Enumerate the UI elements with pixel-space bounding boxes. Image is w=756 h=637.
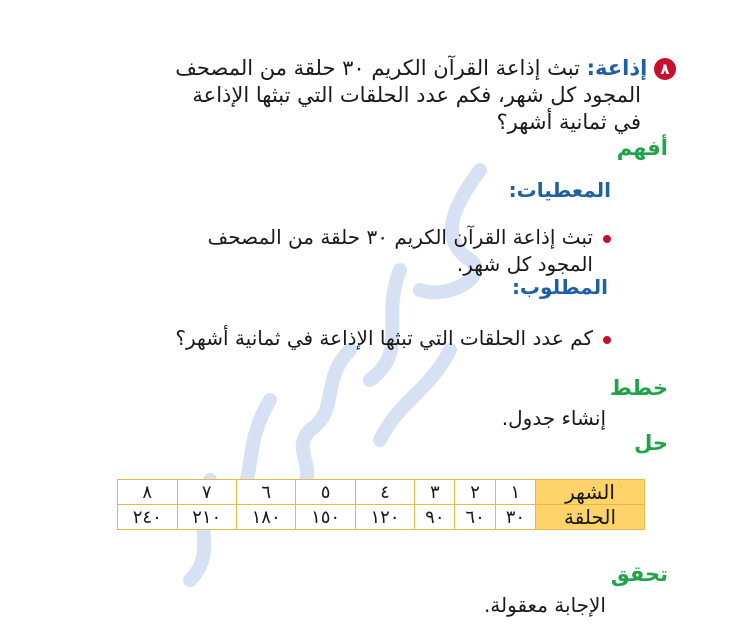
table-cell: ٢ xyxy=(455,480,495,505)
table-cell: ١ xyxy=(495,480,535,505)
plan-text: إنشاء جدول. xyxy=(501,406,606,430)
table-cell: ٤ xyxy=(355,480,414,505)
table-row-months xyxy=(118,480,645,505)
required-heading: المطلوب: xyxy=(511,275,608,299)
required-line: كم عدد الحلقات التي تبثها الإذاعة في ثمانية أشهر؟ xyxy=(175,325,611,352)
question-line-3: في ثمانية أشهر؟ xyxy=(496,110,641,134)
plan-heading: خطط xyxy=(609,376,668,400)
table-cell: ١٨٠ xyxy=(236,505,295,530)
given-line-1: تبث إذاعة القرآن الكريم ٣٠ حلقة من المصحف xyxy=(208,224,612,251)
table-cell: ٣٠ xyxy=(495,505,535,530)
table-header-month: الشهر xyxy=(536,480,645,505)
check-heading: تحقق xyxy=(610,562,668,586)
question-title: إذاعة: xyxy=(586,56,648,80)
check-text: الإجابة معقولة. xyxy=(483,593,606,617)
table-header-episode: الحلقة xyxy=(536,505,645,530)
question-number-badge: ٨ xyxy=(654,58,676,80)
table-cell: ١٥٠ xyxy=(296,505,355,530)
table-cell: ٧ xyxy=(177,480,236,505)
given-line-2: المجود كل شهر. xyxy=(456,252,593,276)
bullet-icon xyxy=(603,235,611,243)
table-cell: ٦٠ xyxy=(455,505,495,530)
table-cell: ٨ xyxy=(118,480,178,505)
question-text-1: تبث إذاعة القرآن الكريم ٣٠ حلقة من المصحف xyxy=(175,56,580,80)
table-row-episodes xyxy=(118,505,645,530)
table-cell: ٢١٠ xyxy=(177,505,236,530)
table-cell: ٦ xyxy=(236,480,295,505)
table-cell: ٥ xyxy=(296,480,355,505)
table-cell: ٣ xyxy=(415,480,455,505)
table-cell: ٢٤٠ xyxy=(118,505,178,530)
question-line-1 xyxy=(175,55,676,82)
months-episodes-table xyxy=(117,479,645,530)
table-cell: ١٢٠ xyxy=(355,505,414,530)
bullet-icon xyxy=(603,336,611,344)
table-cell: ٩٠ xyxy=(415,505,455,530)
understand-heading: أفهم xyxy=(616,136,668,160)
solve-heading: حل xyxy=(634,431,668,455)
givens-heading: المعطيات: xyxy=(508,178,611,202)
question-line-2: المجود كل شهر، فكم عدد الحلقات التي تبثها الإذاعة xyxy=(192,83,641,107)
